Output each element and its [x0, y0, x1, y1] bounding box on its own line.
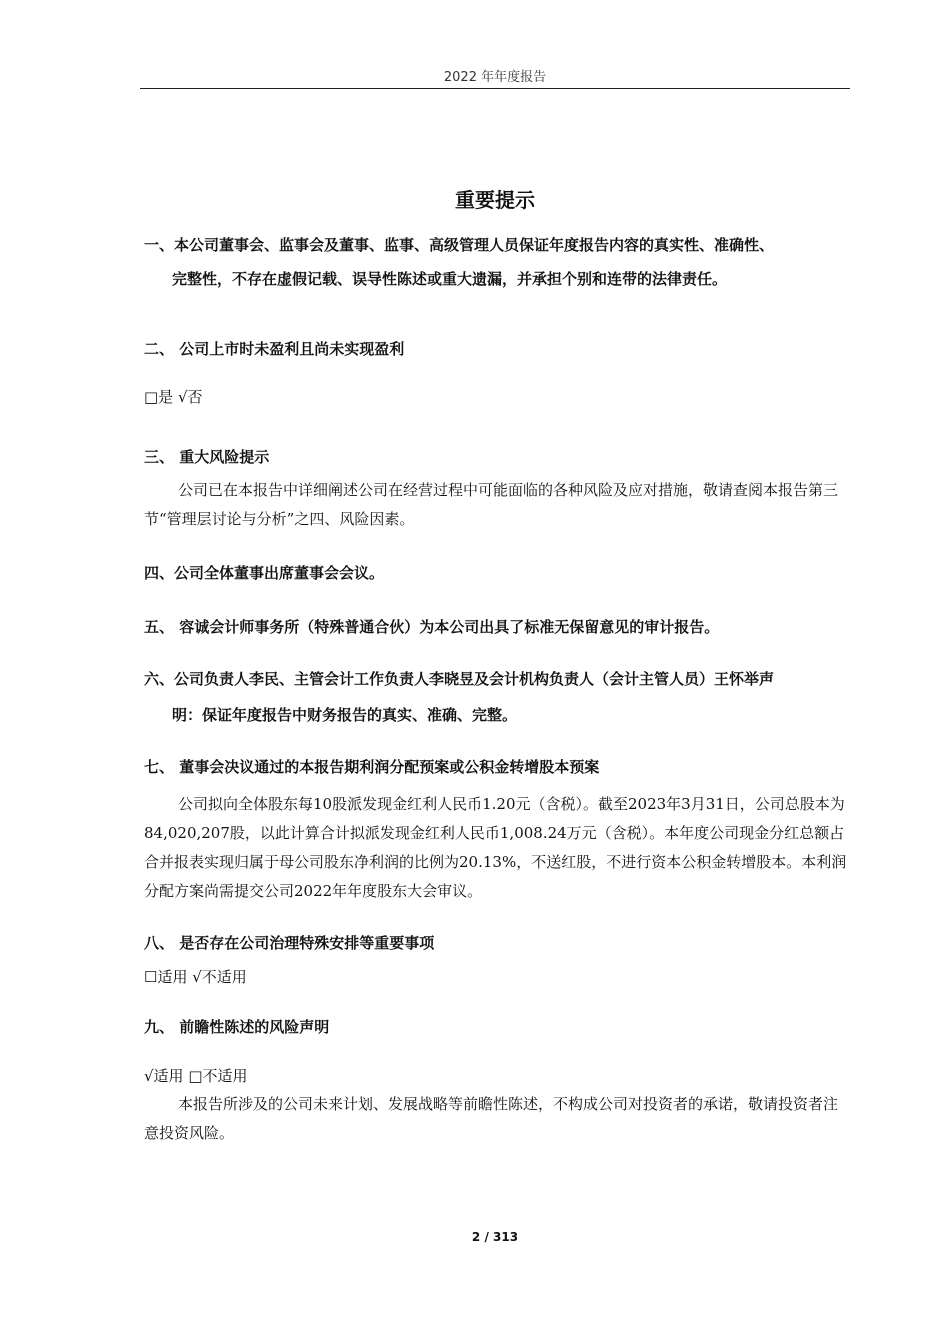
header-rule [140, 88, 850, 89]
page-title: 重要提示 [455, 188, 535, 212]
section-3-body: 公司已在本报告中详细阐述公司在经营过程中可能面临的各种风险及应对措施，敬请查阅本报告第三节“管理层讨论与分析”之四、风险因素。 [144, 481, 839, 528]
section-3-heading: 三、 重大风险提示 [144, 448, 270, 466]
section-5-heading: 五、 容诚会计师事务所（特殊普通合伙）为本公司出具了标准无保留意见的审计报告。 [144, 618, 720, 636]
section-8-options: ☐适用 √不适用 [144, 968, 247, 986]
running-header: 2022 年年度报告 [443, 70, 547, 85]
section-7-body: 公司拟向全体股东每10股派发现金红利人民币1.20元（含税）。截至2023年3月31日，公司总股本为84,020,207股，以此计算合计拟派发现金红利人民币1,008.24万元（含税）。本年度公司现金分红总额占合并报表实现归属于母公司股东净利润的比例为20.13%，不送红股，不进行资本公积金转增股本。本利润分配方案尚需提交公司2022年年度股东大会审议。 [144, 795, 847, 900]
section-4-heading: 四、公司全体董事出席董事会会议。 [144, 564, 385, 582]
section-1-line-1: 一、本公司董事会、监事会及董事、监事、高级管理人员保证年度报告内容的真实性、准确性、 [144, 236, 775, 254]
page-number: 2 / 313 [471, 1230, 519, 1244]
section-9-body: 本报告所涉及的公司未来计划、发展战略等前瞻性陈述，不构成公司对投资者的承诺，敬请投资者注意投资风险。 [144, 1095, 839, 1142]
section-2-options: □是 √否 [144, 388, 203, 406]
section-6-line-2: 明：保证年度报告中财务报告的真实、准确、完整。 [172, 706, 518, 724]
section-9-heading: 九、 前瞻性陈述的风险声明 [144, 1018, 330, 1036]
section-8-heading: 八、 是否存在公司治理特殊安排等重要事项 [144, 934, 435, 952]
section-2-heading: 二、 公司上市时未盈利且尚未实现盈利 [144, 340, 405, 358]
section-7-heading: 七、 董事会决议通过的本报告期利润分配预案或公积金转增股本预案 [144, 758, 600, 776]
section-9-options: √适用 □不适用 [144, 1067, 248, 1085]
section-6-line-1: 六、公司负责人李民、主管会计工作负责人李晓昱及会计机构负责人（会计主管人员）王怀举声 [144, 670, 775, 688]
section-1-line-2: 完整性，不存在虚假记载、误导性陈述或重大遗漏，并承担个别和连带的法律责任。 [172, 270, 728, 288]
